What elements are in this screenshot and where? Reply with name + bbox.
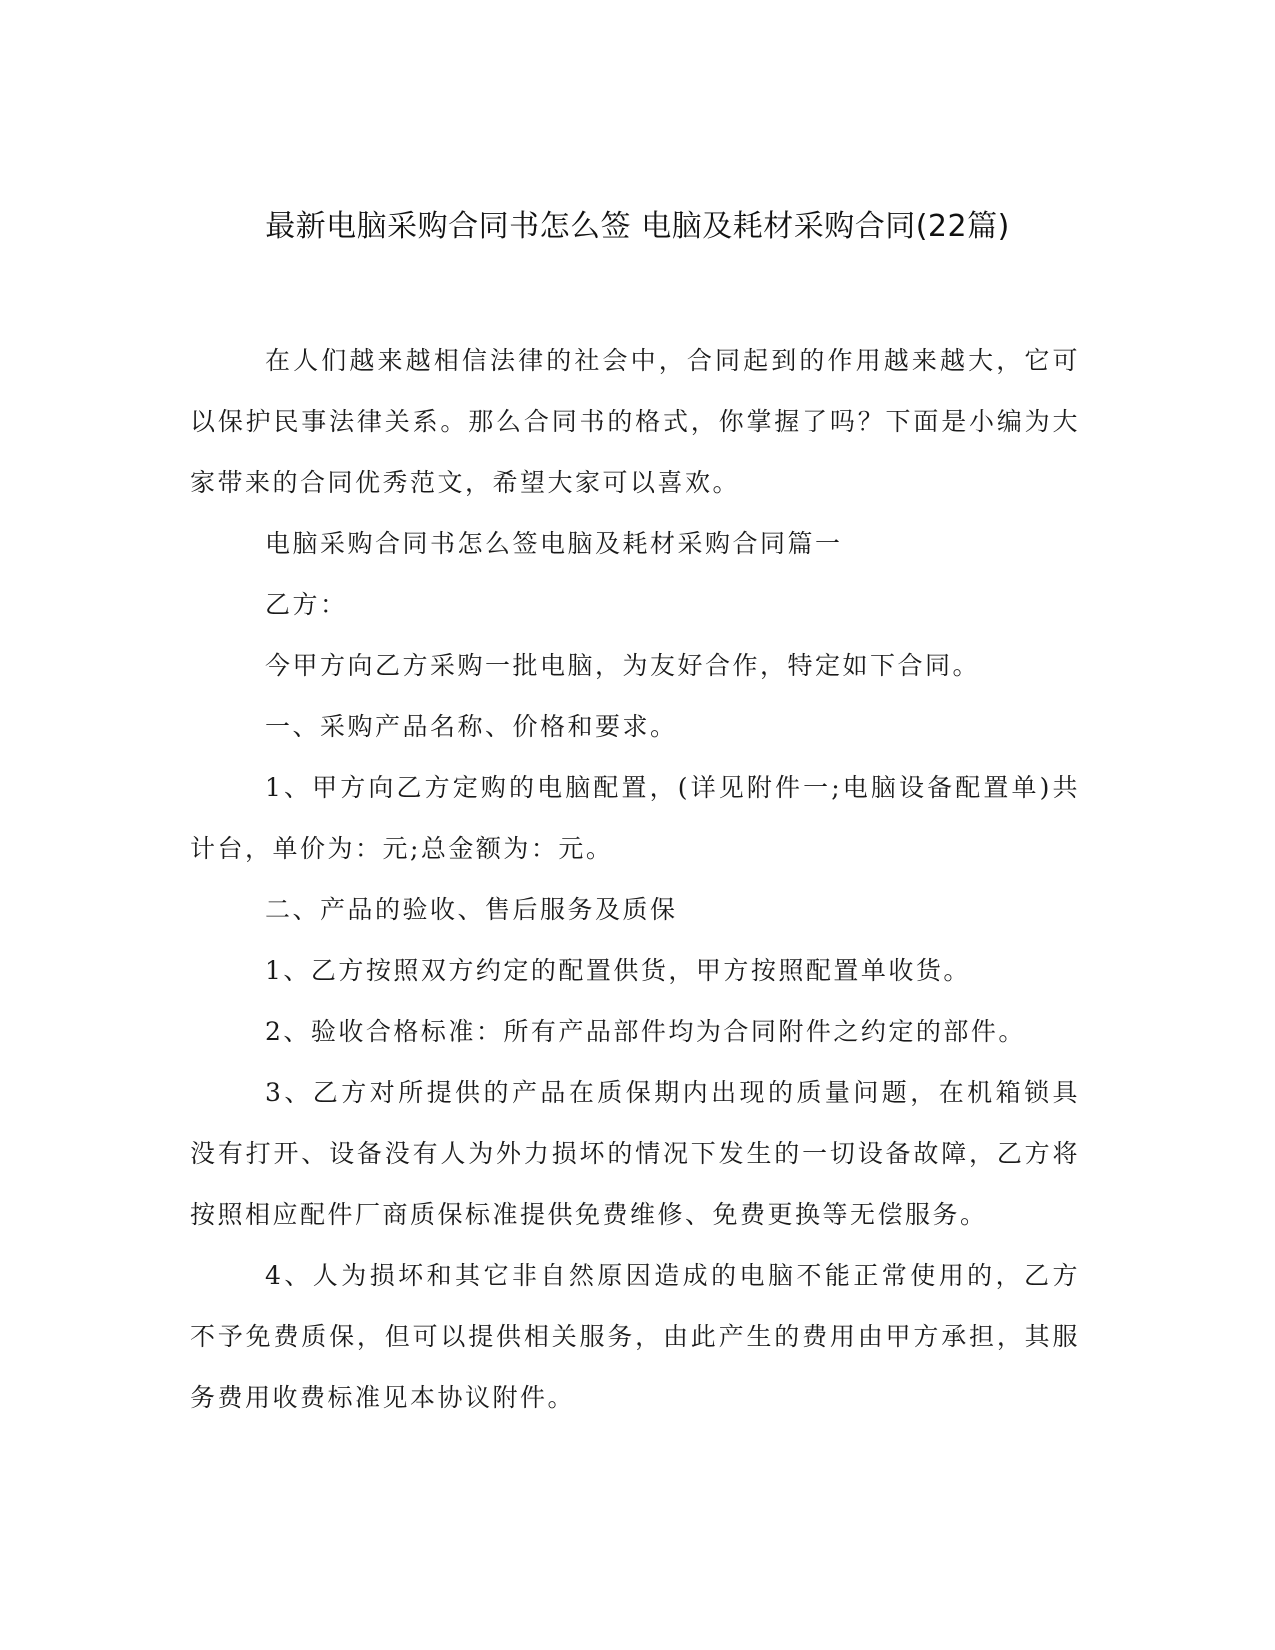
paragraph-preamble: 今甲方向乙方采购一批电脑，为友好合作，特定如下合同。 xyxy=(265,651,981,680)
document-title: 最新电脑采购合同书怎么签 电脑及耗材采购合同(22篇) xyxy=(265,209,1010,244)
paragraph-clause-2-2: 2、验收合格标准：所有产品部件均为合同附件之约定的部件。 xyxy=(265,1017,1026,1046)
paragraph-clause-2-3: 3、乙方对所提供的产品在质保期内出现的质量问题，在机箱锁具没有打开、设备没有人为外力损坏的情况下发生的一切设备故障，乙方将按照相应配件厂商质保标准提供免费维修、免费更换等无偿服务。 xyxy=(190,1078,1080,1229)
paragraph-clause-2-4: 4、人为损坏和其它非自然原因造成的电脑不能正常使用的，乙方不予免费质保，但可以提供相关服务，由此产生的费用由甲方承担，其服务费用收费标准见本协议附件。 xyxy=(190,1261,1080,1412)
paragraph-clause-2-heading: 二、产品的验收、售后服务及质保 xyxy=(265,895,678,924)
paragraph-clause-2-1: 1、乙方按照双方约定的配置供货，甲方按照配置单收货。 xyxy=(265,956,971,985)
paragraph-intro: 在人们越来越相信法律的社会中，合同起到的作用越来越大，它可以保护民事法律关系。那么合同书的格式，你掌握了吗？下面是小编为大家带来的合同优秀范文，希望大家可以喜欢。 xyxy=(190,346,1080,497)
document-body xyxy=(190,330,1080,1428)
paragraph-clause-1-1: 1、甲方向乙方定购的电脑配置，(详见附件一;电脑设备配置单)共计台，单价为：元;总金额为：元。 xyxy=(190,773,1080,863)
paragraph-clause-1-heading: 一、采购产品名称、价格和要求。 xyxy=(265,712,678,741)
paragraph-party-b: 乙方： xyxy=(265,590,348,619)
paragraph-section-heading: 电脑采购合同书怎么签电脑及耗材采购合同篇一 xyxy=(265,529,843,558)
